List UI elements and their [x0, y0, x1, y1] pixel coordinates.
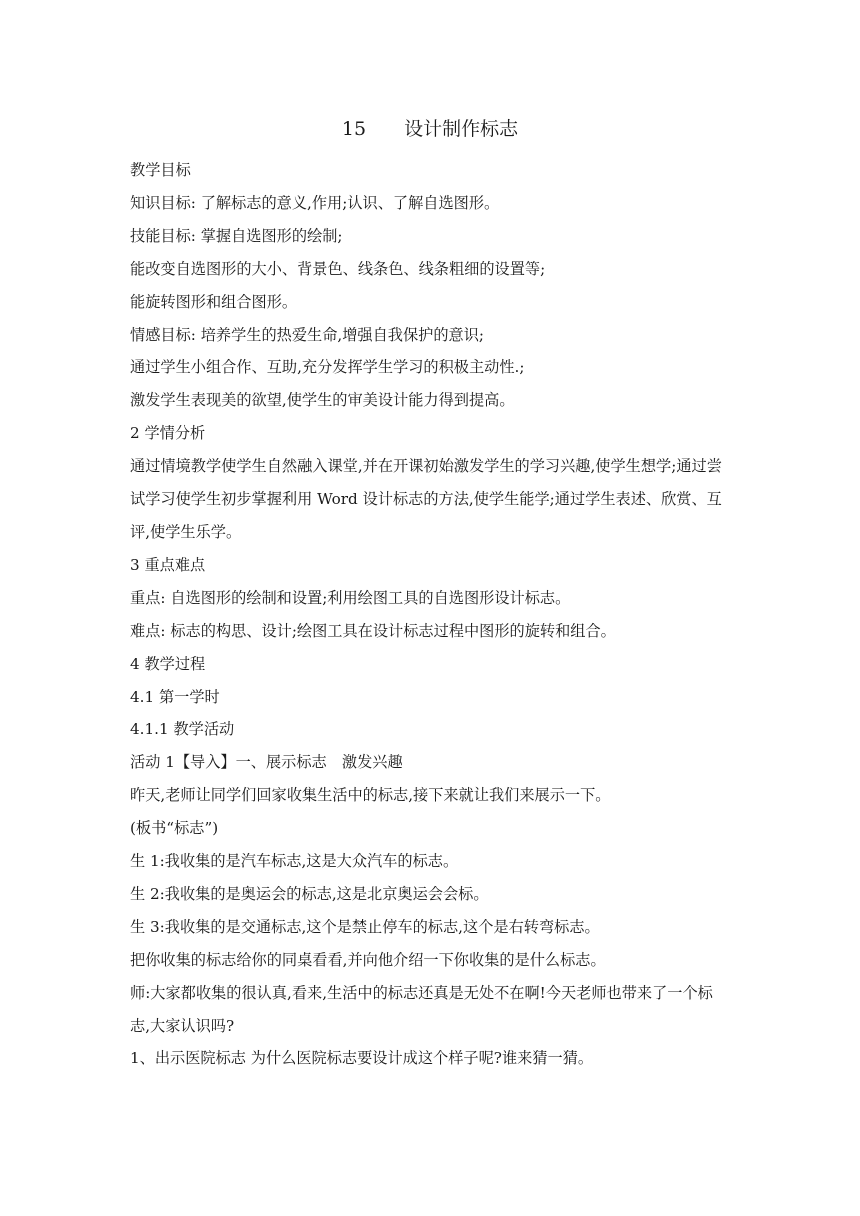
- paragraph-student-1: 生 1:我收集的是汽车标志,这是大众汽车的标志。: [130, 852, 459, 871]
- heading-student-analysis: 2 学情分析: [130, 424, 206, 443]
- paragraph-student-3: 生 3:我收集的是交通标志,这个是禁止停车的标志,这个是右转弯标志。: [130, 917, 600, 936]
- document-body: [130, 154, 732, 1075]
- paragraph-student-analysis: 通过情境教学使学生自然融入课堂,并在开课初始激发学生的学习兴趣,使学生想学;通过尝试学习使学生初步掌握利用 Word 设计标志的方法,使学生能学;通过学生表述、欣赏、互评,使学生乐学。: [130, 457, 722, 541]
- heading-first-lesson: 4.1 第一学时: [130, 687, 220, 706]
- paragraph-share-with-partner: 把你收集的标志给你的同桌看看,并向他介绍一下你收集的是什么标志。: [130, 950, 606, 969]
- paragraph-aesthetic: 激发学生表现美的欲望,使学生的审美设计能力得到提高。: [130, 391, 515, 410]
- heading-key-points: 3 重点难点: [130, 555, 206, 574]
- paragraph-emotion-goal: 情感目标: 培养学生的热爱生命,增强自我保护的意识;: [130, 325, 485, 344]
- paragraph-group-cooperation: 通过学生小组合作、互助,充分发挥学生学习的积极主动性.;: [130, 358, 525, 377]
- paragraph-teacher-remark: 师:大家都收集的很认真,看来,生活中的标志还真是无处不在啊!今天老师也带来了一个标志,大家认识吗?: [130, 983, 713, 1035]
- paragraph-key-point: 重点: 自选图形的绘制和设置;利用绘图工具的自选图形设计标志。: [130, 588, 571, 607]
- paragraph-board-note: (板书“标志”): [130, 819, 219, 838]
- heading-teaching-activities: 4.1.1 教学活动: [130, 720, 235, 739]
- heading-teaching-process: 4 教学过程: [130, 654, 206, 673]
- paragraph-rotate-group: 能旋转图形和组合图形。: [130, 292, 298, 311]
- paragraph-hospital-sign: 1、出示医院标志 为什么医院标志要设计成这个样子呢?谁来猜一猜。: [130, 1049, 594, 1068]
- paragraph-skill-goal: 技能目标: 掌握自选图形的绘制;: [130, 226, 343, 245]
- paragraph-knowledge-goal: 知识目标: 了解标志的意义,作用;认识、了解自选图形。: [130, 193, 500, 212]
- document-title: 15 设计制作标志: [341, 118, 519, 140]
- paragraph-student-2: 生 2:我收集的是奥运会的标志,这是北京奥运会会标。: [130, 884, 489, 903]
- paragraph-difficult-point: 难点: 标志的构思、设计;绘图工具在设计标志过程中图形的旋转和组合。: [130, 621, 616, 640]
- paragraph-skill-detail: 能改变自选图形的大小、背景色、线条色、线条粗细的设置等;: [130, 259, 546, 278]
- paragraph-intro: 昨天,老师让同学们回家收集生活中的标志,接下来就让我们来展示一下。: [130, 786, 611, 805]
- heading-teaching-goals: 教学目标: [130, 161, 191, 179]
- heading-activity-1: 活动 1【导入】一、展示标志 激发兴趣: [130, 753, 403, 772]
